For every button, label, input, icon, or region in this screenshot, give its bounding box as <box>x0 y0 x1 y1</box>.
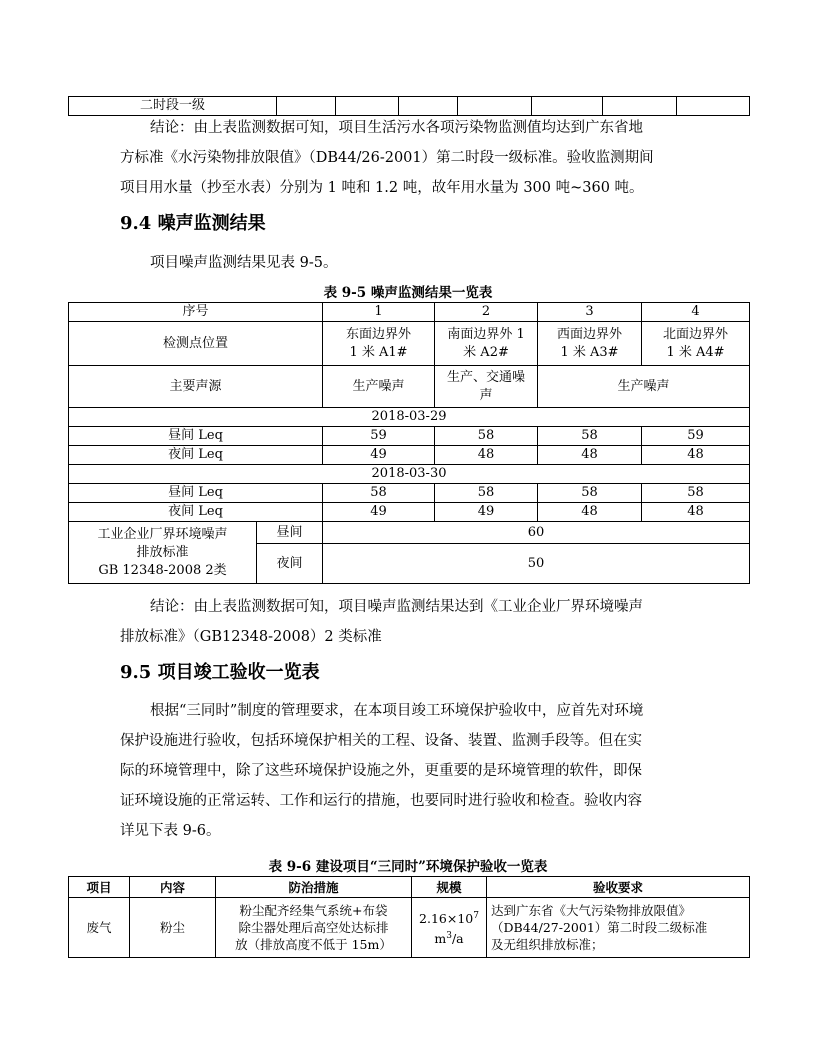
table-row: 2018-03-29 <box>69 408 750 427</box>
scale-cell: $2.16\times 10^7$ $m^3/a$ <box>412 898 487 958</box>
section-9-5-body: 根据“三同时”制度的管理要求，在本项目竣工环境保护验收中，应首先对环境 保护设施进行验收，包括环境保护相关的工程、设备、装置、监测手段等。但在实 际的环境管理中，除了这些环境保护设施之外，更重要的是环境管理的软件，即保 证环境设施的正常运转、工作和运行的措施，也要同时进行验收和检查。验收内容 详见下表 9-6。 <box>120 703 644 839</box>
table-row: 夜间 50 <box>69 544 750 584</box>
table-row: 昼间 Leq 58 58 58 58 <box>69 484 750 503</box>
acceptance-checklist-table <box>68 876 750 958</box>
section-9-4-intro: 项目噪声监测结果见表 9-5。 <box>150 255 338 271</box>
section-heading-9-5: 9.5 项目竣工验收一览表 <box>120 662 320 683</box>
table-row: 夜间 Leq 49 49 48 48 <box>69 503 750 522</box>
table-row: 夜间 Leq 49 48 48 48 <box>69 446 750 465</box>
table-9-5-caption: 表 9-5 噪声监测结果一览表 <box>323 285 493 301</box>
section-heading-9-4: 9.4 噪声监测结果 <box>120 213 266 234</box>
table-row: 检测点位置 东面边界外 1 米 A1# 南面边界外 1 米 A2# 西面边界外 1 米 A3# 北面边界外 1 米 A4# <box>69 322 750 366</box>
table-header-row: 项目 内容 防治措施 规模 验收要求 <box>69 877 750 898</box>
conclusion-noise: 结论：由上表监测数据可知，项目噪声监测结果达到《工业企业厂界环境噪声 排放标准》（GB12348-2008）2 类标准 <box>120 599 643 645</box>
table-row: 废气 粉尘 粉尘配齐经集气系统+布袋 除尘器处理后高空处达标排 放（排放高度不低于 15m） $2.16\times 10^7$ $m^3/a$ 达到广东省《大气污染物排放限值》 （DB44/27-2001）第二时段二级标准 及无组织排放标准； <box>69 898 750 958</box>
table-row: 昼间 Leq 59 58 58 59 <box>69 427 750 446</box>
table-row: 主要声源 生产噪声 生产、交通噪 声 生产噪声 <box>69 366 750 408</box>
noise-results-table <box>68 302 750 584</box>
table-9-6-caption: 表 9-6 建设项目“三同时”环境保护验收一览表 <box>268 859 548 875</box>
standard-label-cell: 二时段一级 <box>69 97 277 116</box>
table-row: 2018-03-30 <box>69 465 750 484</box>
table-row: 工业企业厂界环境噪声 排放标准 GB 12348-2008 2类 昼间 60 <box>69 522 750 544</box>
conclusion-water: 结论：由上表监测数据可知，项目生活污水各项污染物监测值均达到广东省地 方标准《水污染物排放限值》（DB44/26-2001）第二时段一级标准。验收监测期间 项目用水量（抄至水表）分别为 1 吨和 1.2 吨，故年用水量为 300 吨~360 吨。 <box>120 120 654 196</box>
table-row: 序号 1 2 3 4 <box>69 303 750 322</box>
